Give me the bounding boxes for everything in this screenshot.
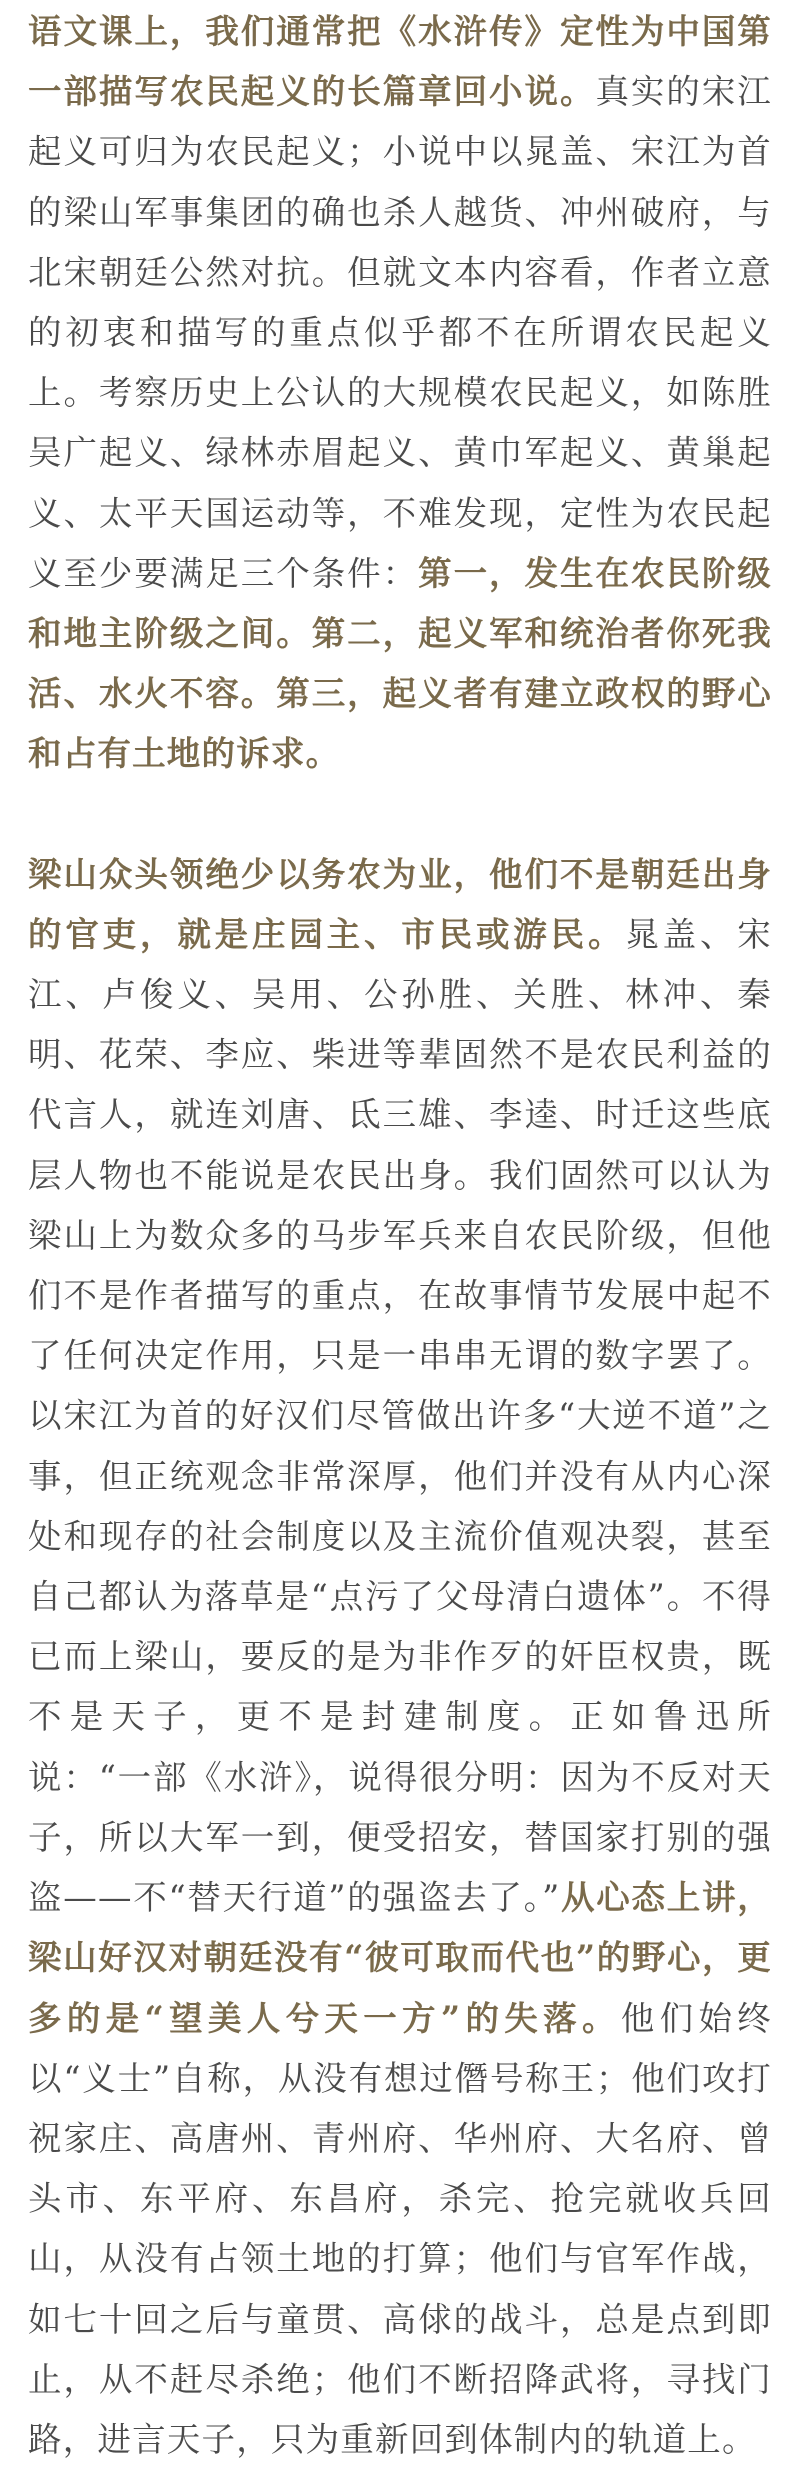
article-body xyxy=(28,0,772,2470)
paragraph-2-mindset-bold: 从心态上讲，梁山好汉对朝廷没有“彼可取而代也”的野心，更多的是“望美人兮天一方”的失落。 xyxy=(28,1878,772,2038)
paragraph-2 xyxy=(28,845,772,2470)
paragraph-1-body: 真实的宋江起义可归为农民起义；小说中以晁盖、宋江为首的梁山军事集团的确也杀人越货、冲州破府，与北宋朝廷公然对抗。但就文本内容看，作者立意的初衷和描写的重点似乎都不在所谓农民起义上。考察历史上公认的大规模农民起义，如陈胜吴广起义、绿林赤眉起义、黄巾军起义、黄巢起义、太平天国运动等，不难发现，定性为农民起义至少要满足三个条件： xyxy=(28,72,772,593)
paragraph-1 xyxy=(28,0,772,785)
paragraph-2-body: 晁盖、宋江、卢俊义、吴用、公孙胜、关胜、林冲、秦明、花荣、李应、柴进等辈固然不是农民利益的代言人，就连刘唐、氐三雄、李逵、时迁这些底层人物也不能说是农民出身。我们固然可以认为梁山上为数众多的马步军兵来自农民阶级，但他们不是作者描写的重点，在故事情节发展中起不了任何决定作用，只是一串串无谓的数字罢了。以宋江为首的好汉们尽管做出许多“大逆不道”之事，但正统观念非常深厚，他们并没有从内心深处和现存的社会制度以及主流价值观决裂，甚至自己都认为落草是“点污了父母清白遗体”。不得已而上梁山，要反的是为非作歹的奸臣权贵，既不是天子，更不是封建制度。正如鲁迅所说：“一部《水浒》，说得很分明：因为不反对天子，所以大军一到，便受招安，替国家打别的强盗——不“替天行道”的强盗去了。” xyxy=(28,914,772,1918)
paragraph-1-conditions-bold: 第一，发生在农民阶级和地主阶级之间。第二，起义军和统治者你死我活、水火不容。第三，起义者有建立政权的野心和占有土地的诉求。 xyxy=(28,553,773,774)
paragraph-2-lead-bold: 梁山众头领绝少以务农为业，他们不是朝廷出身的官吏，就是庄园主、市民或游民。 xyxy=(28,854,772,954)
paragraph-2-closing: 他们始终以“义士”自称，从没有想过僭号称王；他们攻打祝家庄、高唐州、青州府、华州府、大名府、曾头市、东平府、东昌府，杀完、抢完就收兵回山，从没有占领土地的打算；他们与官军作战，如七十回之后与童贯、高俅的战斗，总是点到即止，从不赶尽杀绝；他们不断招降武将，寻找门路，进言天子，只为重新回到体制内的轨道上。 xyxy=(28,1998,772,2459)
paragraph-1-lead-bold: 语文课上，我们通常把《水浒传》定性为中国第一部描写农民起义的长篇章回小说。 xyxy=(28,12,772,112)
